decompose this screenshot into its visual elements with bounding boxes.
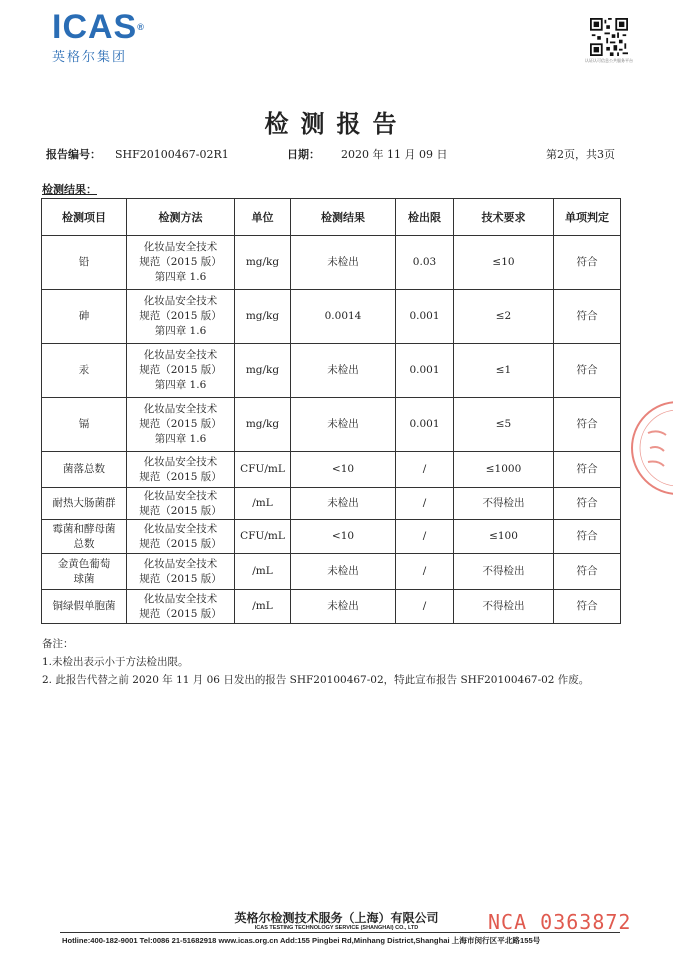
cell-unit: /mL [235,554,291,590]
cell-result: 未检出 [291,590,396,624]
logo-subtitle: 英格尔集团 [52,50,128,65]
cell-unit: mg/kg [235,236,291,290]
serial-number: NCA 0363872 [488,910,632,934]
cell-limit: / [396,590,454,624]
cell-unit: mg/kg [235,290,291,344]
table-row [42,590,621,624]
cell-item: 金黄色葡萄 球菌 [42,554,127,590]
cell-unit: /mL [235,488,291,520]
logo-registered-mark: ® [137,22,145,32]
cell-item: 铜绿假单胞菌 [42,590,127,624]
cell-method: 化妆品安全技术 规范（2015 版） 第四章 1.6 [127,344,235,398]
company-name-cn: 英格尔检测技术服务（上海）有限公司 [234,911,439,925]
header-cell: 单位 [235,199,291,236]
note-line: 1.未检出表示小于方法检出限。 [42,656,189,668]
cell-requirement: 不得检出 [454,554,554,590]
cell-method: 化妆品安全技术 规范（2015 版） 第四章 1.6 [127,290,235,344]
cell-method: 化妆品安全技术 规范（2015 版） 第四章 1.6 [127,398,235,452]
cell-limit: / [396,452,454,488]
notes [42,635,589,689]
table-row [42,398,621,452]
cell-result: 未检出 [291,398,396,452]
cell-limit: 0.001 [396,398,454,452]
cell-method: 化妆品安全技术 规范（2015 版） [127,488,235,520]
table-row [42,290,621,344]
cell-limit: / [396,554,454,590]
cell-unit: mg/kg [235,398,291,452]
cell-limit: 0.001 [396,344,454,398]
cell-unit: CFU/mL [235,452,291,488]
report-date [287,146,447,162]
company-name-en: ICAS TESTING TECHNOLOGY SERVICE (SHANGHAI) CO., LTD [254,925,419,931]
header-cell: 检测项目 [42,199,127,236]
report-number [46,146,229,162]
cell-verdict: 符合 [554,590,621,624]
cell-requirement: ≤5 [454,398,554,452]
cell-verdict: 符合 [554,452,621,488]
cell-verdict: 符合 [554,236,621,290]
footer-contact: Hotline:400-182-9001 Tel:0086 21-51682918 www.icas.org.cn Add:155 Pingbei Rd,Minhang District,Shanghai 上海市闵行区平北路155号 [62,936,541,945]
cell-requirement: ≤1000 [454,452,554,488]
cell-result: 未检出 [291,344,396,398]
cell-unit: /mL [235,590,291,624]
results-body [42,236,621,624]
cell-verdict: 符合 [554,554,621,590]
cell-result: <10 [291,520,396,554]
table-row [42,344,621,398]
logo-brand: ICAS [52,8,138,46]
seal-stamp [628,398,673,498]
cell-verdict: 符合 [554,290,621,344]
cell-result: <10 [291,452,396,488]
icas-logo [52,10,145,65]
cell-method: 化妆品安全技术 规范（2015 版） [127,452,235,488]
table-row [42,554,621,590]
report-number-value: SHF20100467-02R1 [115,148,229,161]
page-indicator: 第2页，共3页 [546,148,615,161]
cell-result: 未检出 [291,488,396,520]
qr-code-icon [590,18,628,56]
cell-item: 铅 [42,236,127,290]
cell-method: 化妆品安全技术 规范（2015 版） 第四章 1.6 [127,236,235,290]
page-title: 检测报告 [264,110,409,138]
cell-result: 未检出 [291,554,396,590]
cell-unit: mg/kg [235,344,291,398]
section-label: 检测结果： [42,183,97,196]
table-row [42,520,621,554]
cell-method: 化妆品安全技术 规范（2015 版） [127,590,235,624]
cell-item: 汞 [42,344,127,398]
cell-method: 化妆品安全技术 规范（2015 版） [127,554,235,590]
notes-label: 备注： [42,638,74,650]
report-date-label: 日期： [287,148,320,161]
cell-requirement: 不得检出 [454,488,554,520]
cell-verdict: 符合 [554,520,621,554]
cell-unit: CFU/mL [235,520,291,554]
qr-caption: 认证认可信息公共服务平台 [585,58,633,63]
results-table [41,198,621,624]
cell-item: 菌落总数 [42,452,127,488]
cell-verdict: 符合 [554,398,621,452]
header-cell: 检测方法 [127,199,235,236]
cell-item: 耐热大肠菌群 [42,488,127,520]
cell-requirement: 不得检出 [454,590,554,624]
cell-requirement: ≤2 [454,290,554,344]
table-row [42,488,621,520]
cell-item: 霉菌和酵母菌 总数 [42,520,127,554]
cell-limit: 0.03 [396,236,454,290]
table-row [42,452,621,488]
header-cell: 检出限 [396,199,454,236]
cell-method: 化妆品安全技术 规范（2015 版） [127,520,235,554]
cell-limit: 0.001 [396,290,454,344]
cell-requirement: ≤10 [454,236,554,290]
cell-verdict: 符合 [554,344,621,398]
cell-requirement: ≤100 [454,520,554,554]
header-cell: 单项判定 [554,199,621,236]
header-cell: 检测结果 [291,199,396,236]
cell-result: 未检出 [291,236,396,290]
header-cell: 技术要求 [454,199,554,236]
cell-requirement: ≤1 [454,344,554,398]
cell-item: 砷 [42,290,127,344]
report-date-value: 2020 年 11 月 09 日 [340,148,448,161]
cell-limit: / [396,520,454,554]
cell-limit: / [396,488,454,520]
note-line: 2. 此报告代替之前 2020 年 11 月 06 日发出的报告 SHF20100467-02，特此宣布报告 SHF20100467-02 作废。 [42,674,590,686]
cell-result: 0.0014 [291,290,396,344]
footer-divider [60,932,620,933]
table-row [42,236,621,290]
table-header-row [42,199,621,236]
cell-item: 镉 [42,398,127,452]
report-number-label: 报告编号： [46,148,101,161]
cell-verdict: 符合 [554,488,621,520]
